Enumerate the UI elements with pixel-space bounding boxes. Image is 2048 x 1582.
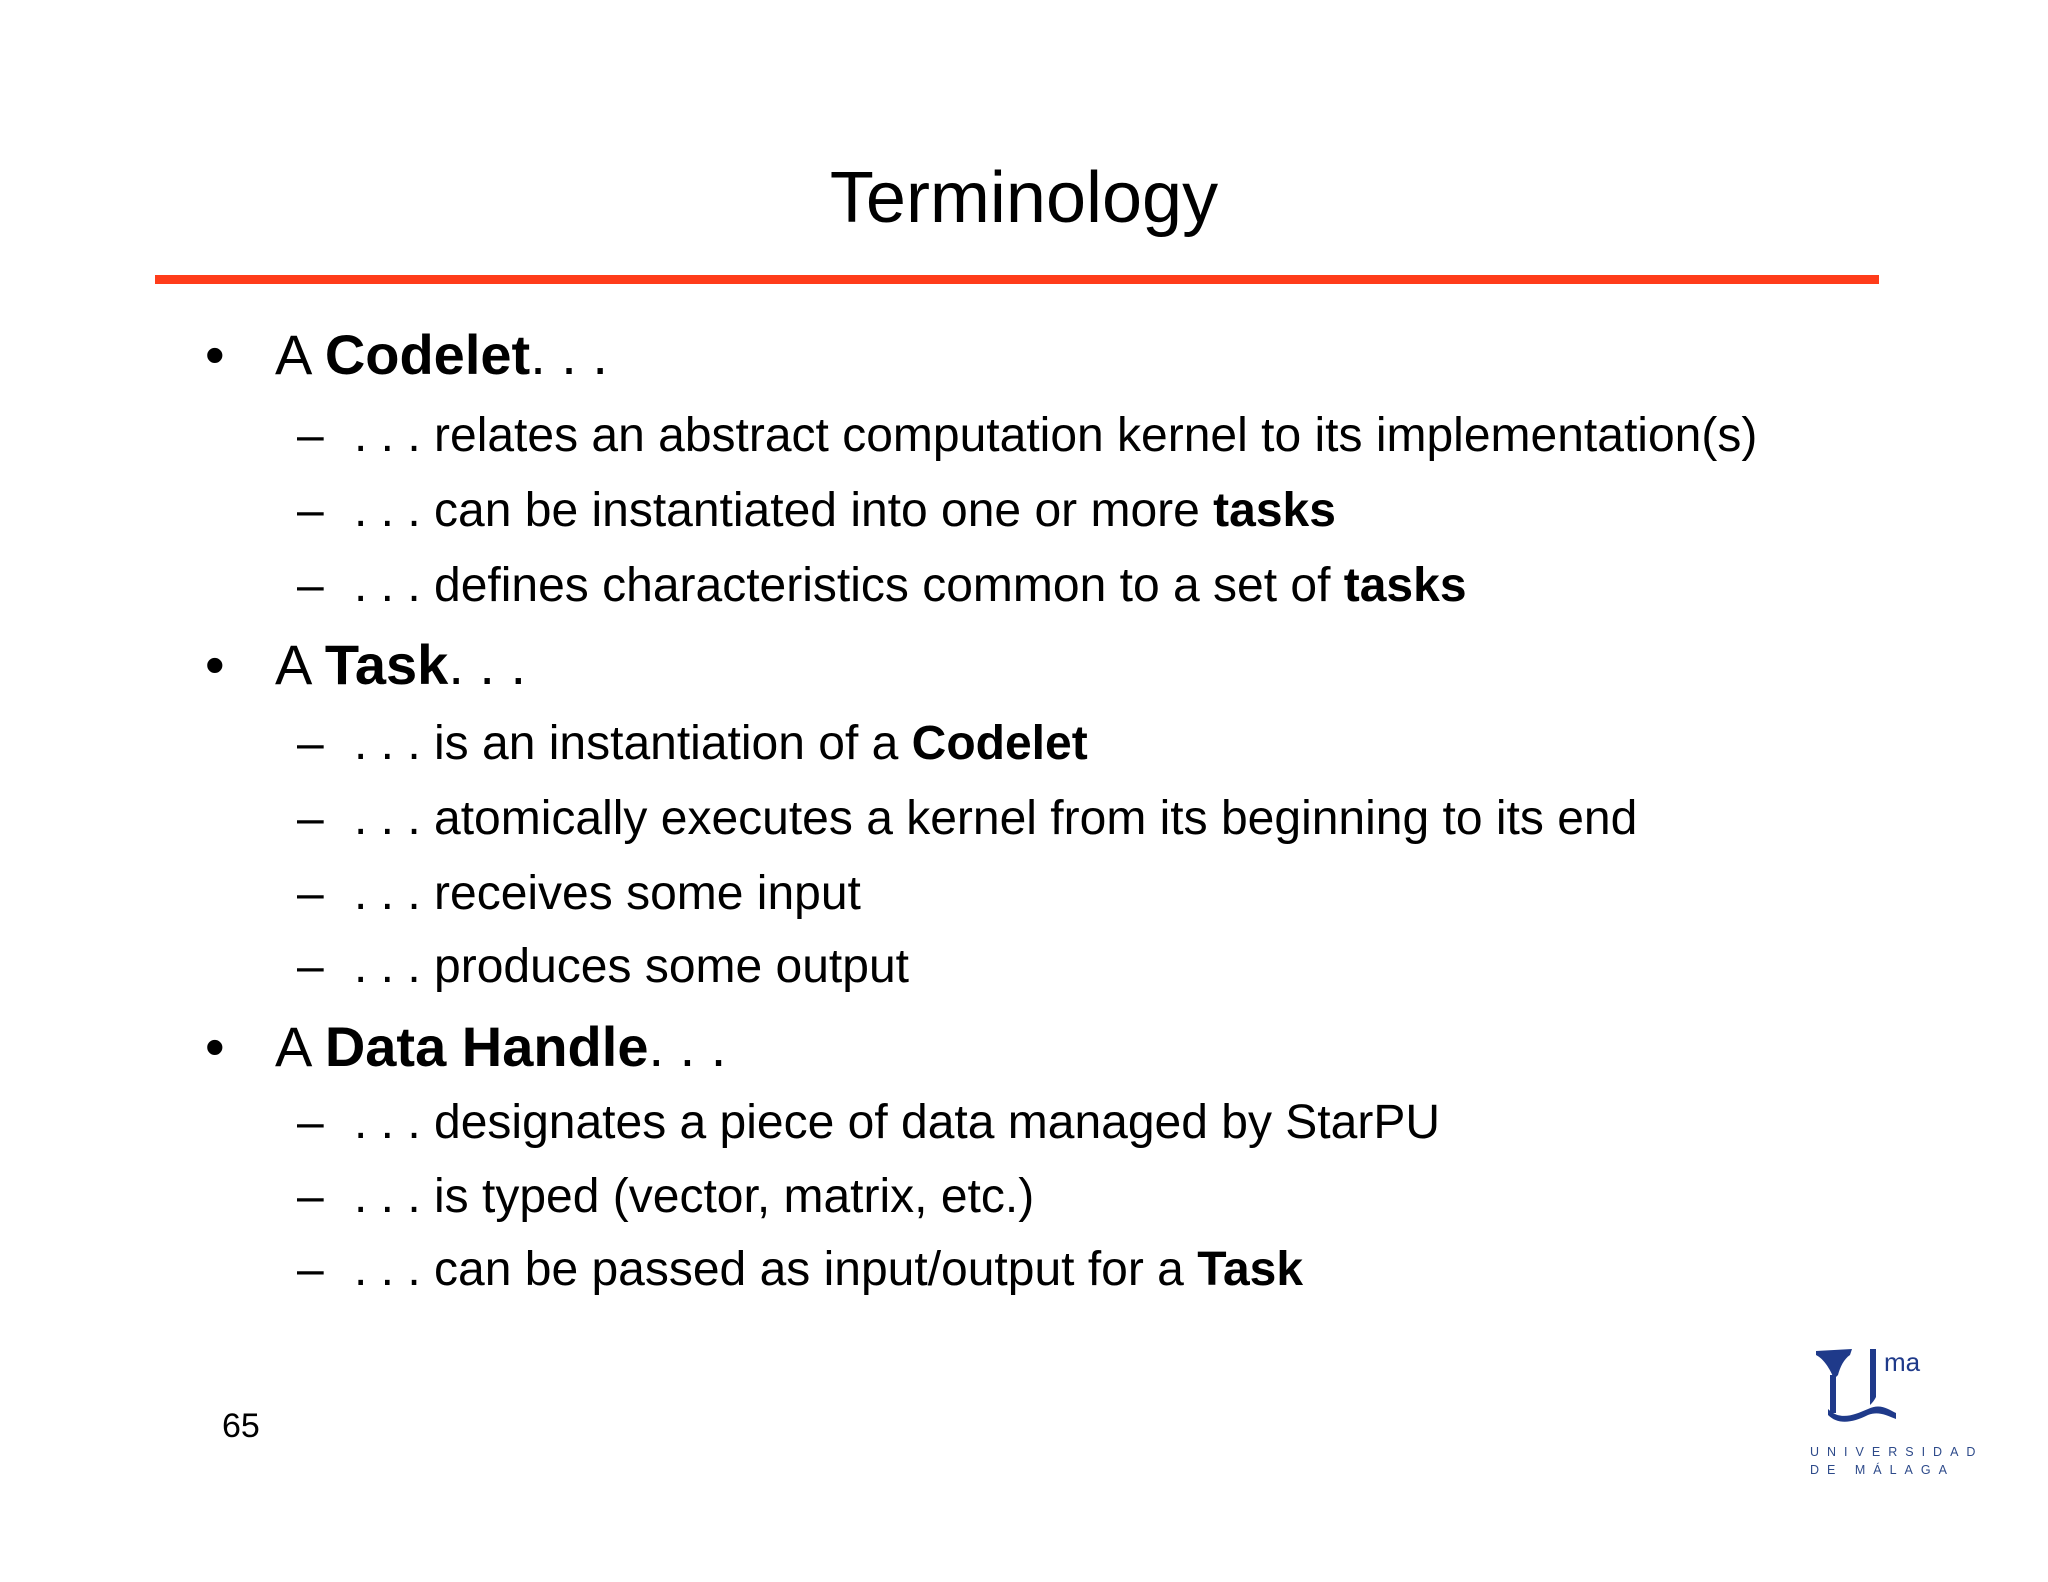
logo-mark-text: ma: [1884, 1347, 1921, 1377]
sub-item-text: [354, 556, 1467, 616]
bullet-prefix: A: [275, 323, 325, 386]
dash-marker: –: [297, 1170, 324, 1223]
dash-marker: –: [297, 940, 324, 993]
sub-item-bold: Task: [1197, 1243, 1304, 1296]
sub-item-plain: . . . is typed (vector, matrix, etc.): [354, 1170, 1035, 1223]
sub-item-bold: tasks: [1213, 484, 1336, 537]
bullet-text: [275, 630, 526, 700]
sub-item-text: [354, 1167, 1034, 1227]
bullet-prefix: A: [275, 633, 325, 696]
sub-item-plain: . . . can be instantiated into one or more: [354, 484, 1214, 537]
dash-marker: –: [297, 1243, 324, 1296]
sub-item-plain: . . . produces some output: [354, 940, 909, 993]
uma-logo-mark-icon: [1810, 1345, 1950, 1425]
sub-item-text: [354, 789, 1637, 849]
dash-marker: –: [297, 867, 324, 920]
sub-item-text: [354, 1093, 1440, 1153]
slide-title: Terminology: [829, 158, 1219, 238]
sub-item-plain: . . . receives some input: [354, 867, 861, 920]
sub-item-bold: Codelet: [911, 717, 1088, 770]
university-logo: [1810, 1345, 1984, 1485]
sub-item-text: [354, 714, 1088, 774]
sub-item-plain: . . . is an instantiation of a: [354, 717, 912, 770]
logo-text-line-2: DE MÁLAGA: [1810, 1463, 1955, 1477]
sub-item-text: [354, 864, 861, 924]
sub-item-text: [354, 406, 1757, 466]
bullet-term: Data Handle: [324, 1015, 649, 1078]
bullet-prefix: A: [275, 1015, 325, 1078]
bullet-suffix: . . .: [648, 1015, 727, 1078]
bullet-suffix: . . .: [530, 323, 608, 386]
dash-marker: –: [297, 792, 324, 845]
sub-item-text: [354, 1240, 1303, 1300]
dash-marker: –: [297, 559, 324, 612]
dash-marker: –: [297, 484, 324, 537]
dash-marker: –: [297, 1096, 324, 1149]
page-number: 65: [222, 1407, 260, 1445]
bullet-text: [275, 320, 608, 390]
sub-item-plain: . . . can be passed as input/output for a: [354, 1243, 1198, 1296]
dash-marker: –: [297, 717, 324, 770]
logo-text-line-1: UNIVERSIDAD: [1810, 1445, 1984, 1459]
sub-item-bold: tasks: [1343, 559, 1467, 612]
bullet-marker: •: [205, 633, 225, 696]
sub-item-plain: . . . designates a piece of data managed by StarPU: [354, 1096, 1440, 1149]
dash-marker: –: [297, 409, 324, 462]
bullet-term: Task: [324, 633, 449, 696]
bullet-marker: •: [205, 1015, 225, 1078]
bullet-marker: •: [205, 323, 225, 386]
sub-item-text: [354, 937, 909, 997]
bullet-text: [275, 1012, 726, 1082]
title-divider: [155, 275, 1879, 284]
sub-item-text: [354, 481, 1336, 541]
bullet-suffix: . . .: [448, 633, 527, 696]
sub-item-plain: . . . atomically executes a kernel from its beginning to its end: [354, 792, 1638, 845]
sub-item-plain: . . . defines characteristics common to a set of: [354, 559, 1344, 612]
sub-item-plain: . . . relates an abstract computation kernel to its implementation(s): [354, 409, 1758, 462]
bullet-term: Codelet: [324, 323, 531, 386]
